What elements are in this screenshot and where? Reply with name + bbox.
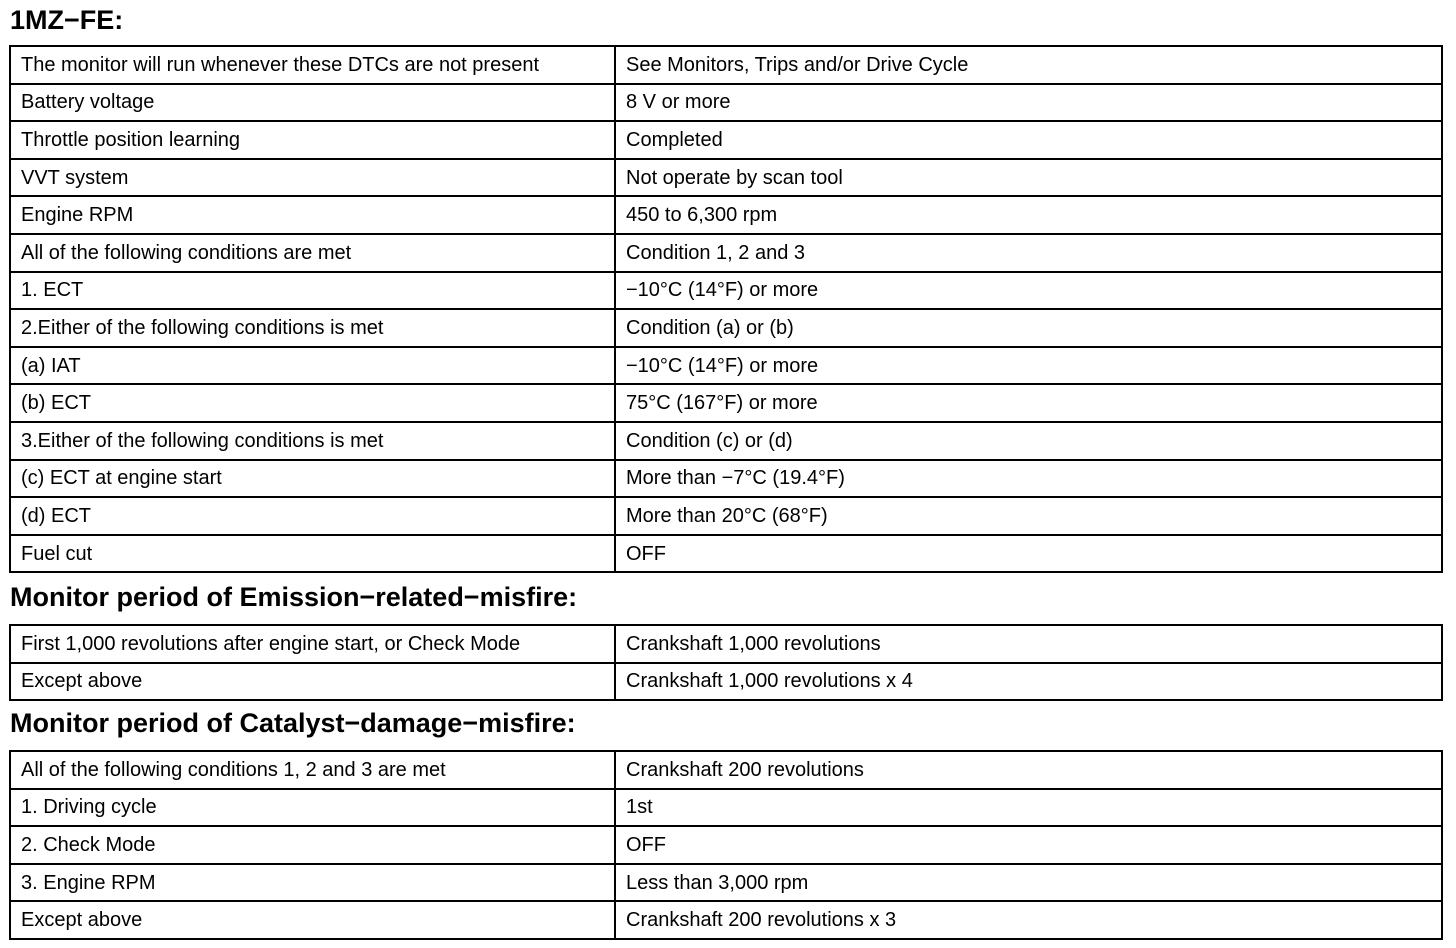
value-cell: 75°C (167°F) or more [615, 384, 1442, 422]
condition-cell: Fuel cut [10, 535, 615, 573]
catalyst-misfire-table-body [10, 751, 1442, 939]
table-row [10, 159, 1442, 197]
condition-cell: Throttle position learning [10, 121, 615, 159]
table-row [10, 826, 1442, 864]
conditions-table-body [10, 46, 1442, 572]
table-row [10, 234, 1442, 272]
value-cell: Completed [615, 121, 1442, 159]
emission-misfire-table-body [10, 625, 1442, 700]
value-cell: 8 V or more [615, 84, 1442, 122]
condition-cell: All of the following conditions are met [10, 234, 615, 272]
condition-cell: 3. Engine RPM [10, 864, 615, 902]
condition-cell: 1. ECT [10, 272, 615, 310]
table-row [10, 864, 1442, 902]
condition-cell: (a) IAT [10, 347, 615, 385]
section-heading-emission-misfire: Monitor period of Emission−related−misfire: [10, 582, 578, 612]
table-row [10, 272, 1442, 310]
table-row [10, 196, 1442, 234]
table-row [10, 347, 1442, 385]
value-cell: More than −7°C (19.4°F) [615, 460, 1442, 498]
condition-cell: (c) ECT at engine start [10, 460, 615, 498]
value-cell: Crankshaft 200 revolutions x 3 [615, 901, 1442, 939]
table-row [10, 535, 1442, 573]
section-heading-catalyst-misfire: Monitor period of Catalyst−damage−misfire: [10, 708, 576, 738]
value-cell: Condition (a) or (b) [615, 309, 1442, 347]
condition-cell: VVT system [10, 159, 615, 197]
catalyst-misfire-table [9, 750, 1443, 940]
condition-cell: 1. Driving cycle [10, 789, 615, 827]
condition-cell: Except above [10, 901, 615, 939]
table-row [10, 422, 1442, 460]
value-cell: Not operate by scan tool [615, 159, 1442, 197]
condition-cell: Battery voltage [10, 84, 615, 122]
table-row [10, 309, 1442, 347]
condition-cell: The monitor will run whenever these DTCs are not present [10, 46, 615, 84]
table-row [10, 625, 1442, 663]
value-cell: −10°C (14°F) or more [615, 347, 1442, 385]
value-cell: OFF [615, 535, 1442, 573]
value-cell: Crankshaft 1,000 revolutions [615, 625, 1442, 663]
condition-cell: Except above [10, 663, 615, 701]
table-row [10, 384, 1442, 422]
table-row [10, 84, 1442, 122]
table-row [10, 121, 1442, 159]
value-cell: More than 20°C (68°F) [615, 497, 1442, 535]
value-cell: 450 to 6,300 rpm [615, 196, 1442, 234]
condition-cell: 2. Check Mode [10, 826, 615, 864]
table-row [10, 901, 1442, 939]
value-cell: Condition 1, 2 and 3 [615, 234, 1442, 272]
condition-cell: (d) ECT [10, 497, 615, 535]
emission-misfire-table [9, 624, 1443, 701]
value-cell: OFF [615, 826, 1442, 864]
value-cell: Less than 3,000 rpm [615, 864, 1442, 902]
condition-cell: (b) ECT [10, 384, 615, 422]
table-row [10, 497, 1442, 535]
table-row [10, 663, 1442, 701]
condition-cell: 2.Either of the following conditions is met [10, 309, 615, 347]
condition-cell: Engine RPM [10, 196, 615, 234]
value-cell: −10°C (14°F) or more [615, 272, 1442, 310]
value-cell: See Monitors, Trips and/or Drive Cycle [615, 46, 1442, 84]
value-cell: Condition (c) or (d) [615, 422, 1442, 460]
table-row [10, 751, 1442, 789]
condition-cell: All of the following conditions 1, 2 and 3 are met [10, 751, 615, 789]
condition-cell: 3.Either of the following conditions is met [10, 422, 615, 460]
table-row [10, 46, 1442, 84]
condition-cell: First 1,000 revolutions after engine start, or Check Mode [10, 625, 615, 663]
value-cell: Crankshaft 200 revolutions [615, 751, 1442, 789]
table-row [10, 789, 1442, 827]
section-heading-1mz-fe: 1MZ−FE: [10, 5, 124, 35]
value-cell: Crankshaft 1,000 revolutions x 4 [615, 663, 1442, 701]
conditions-table [9, 45, 1443, 573]
value-cell: 1st [615, 789, 1442, 827]
table-row [10, 460, 1442, 498]
